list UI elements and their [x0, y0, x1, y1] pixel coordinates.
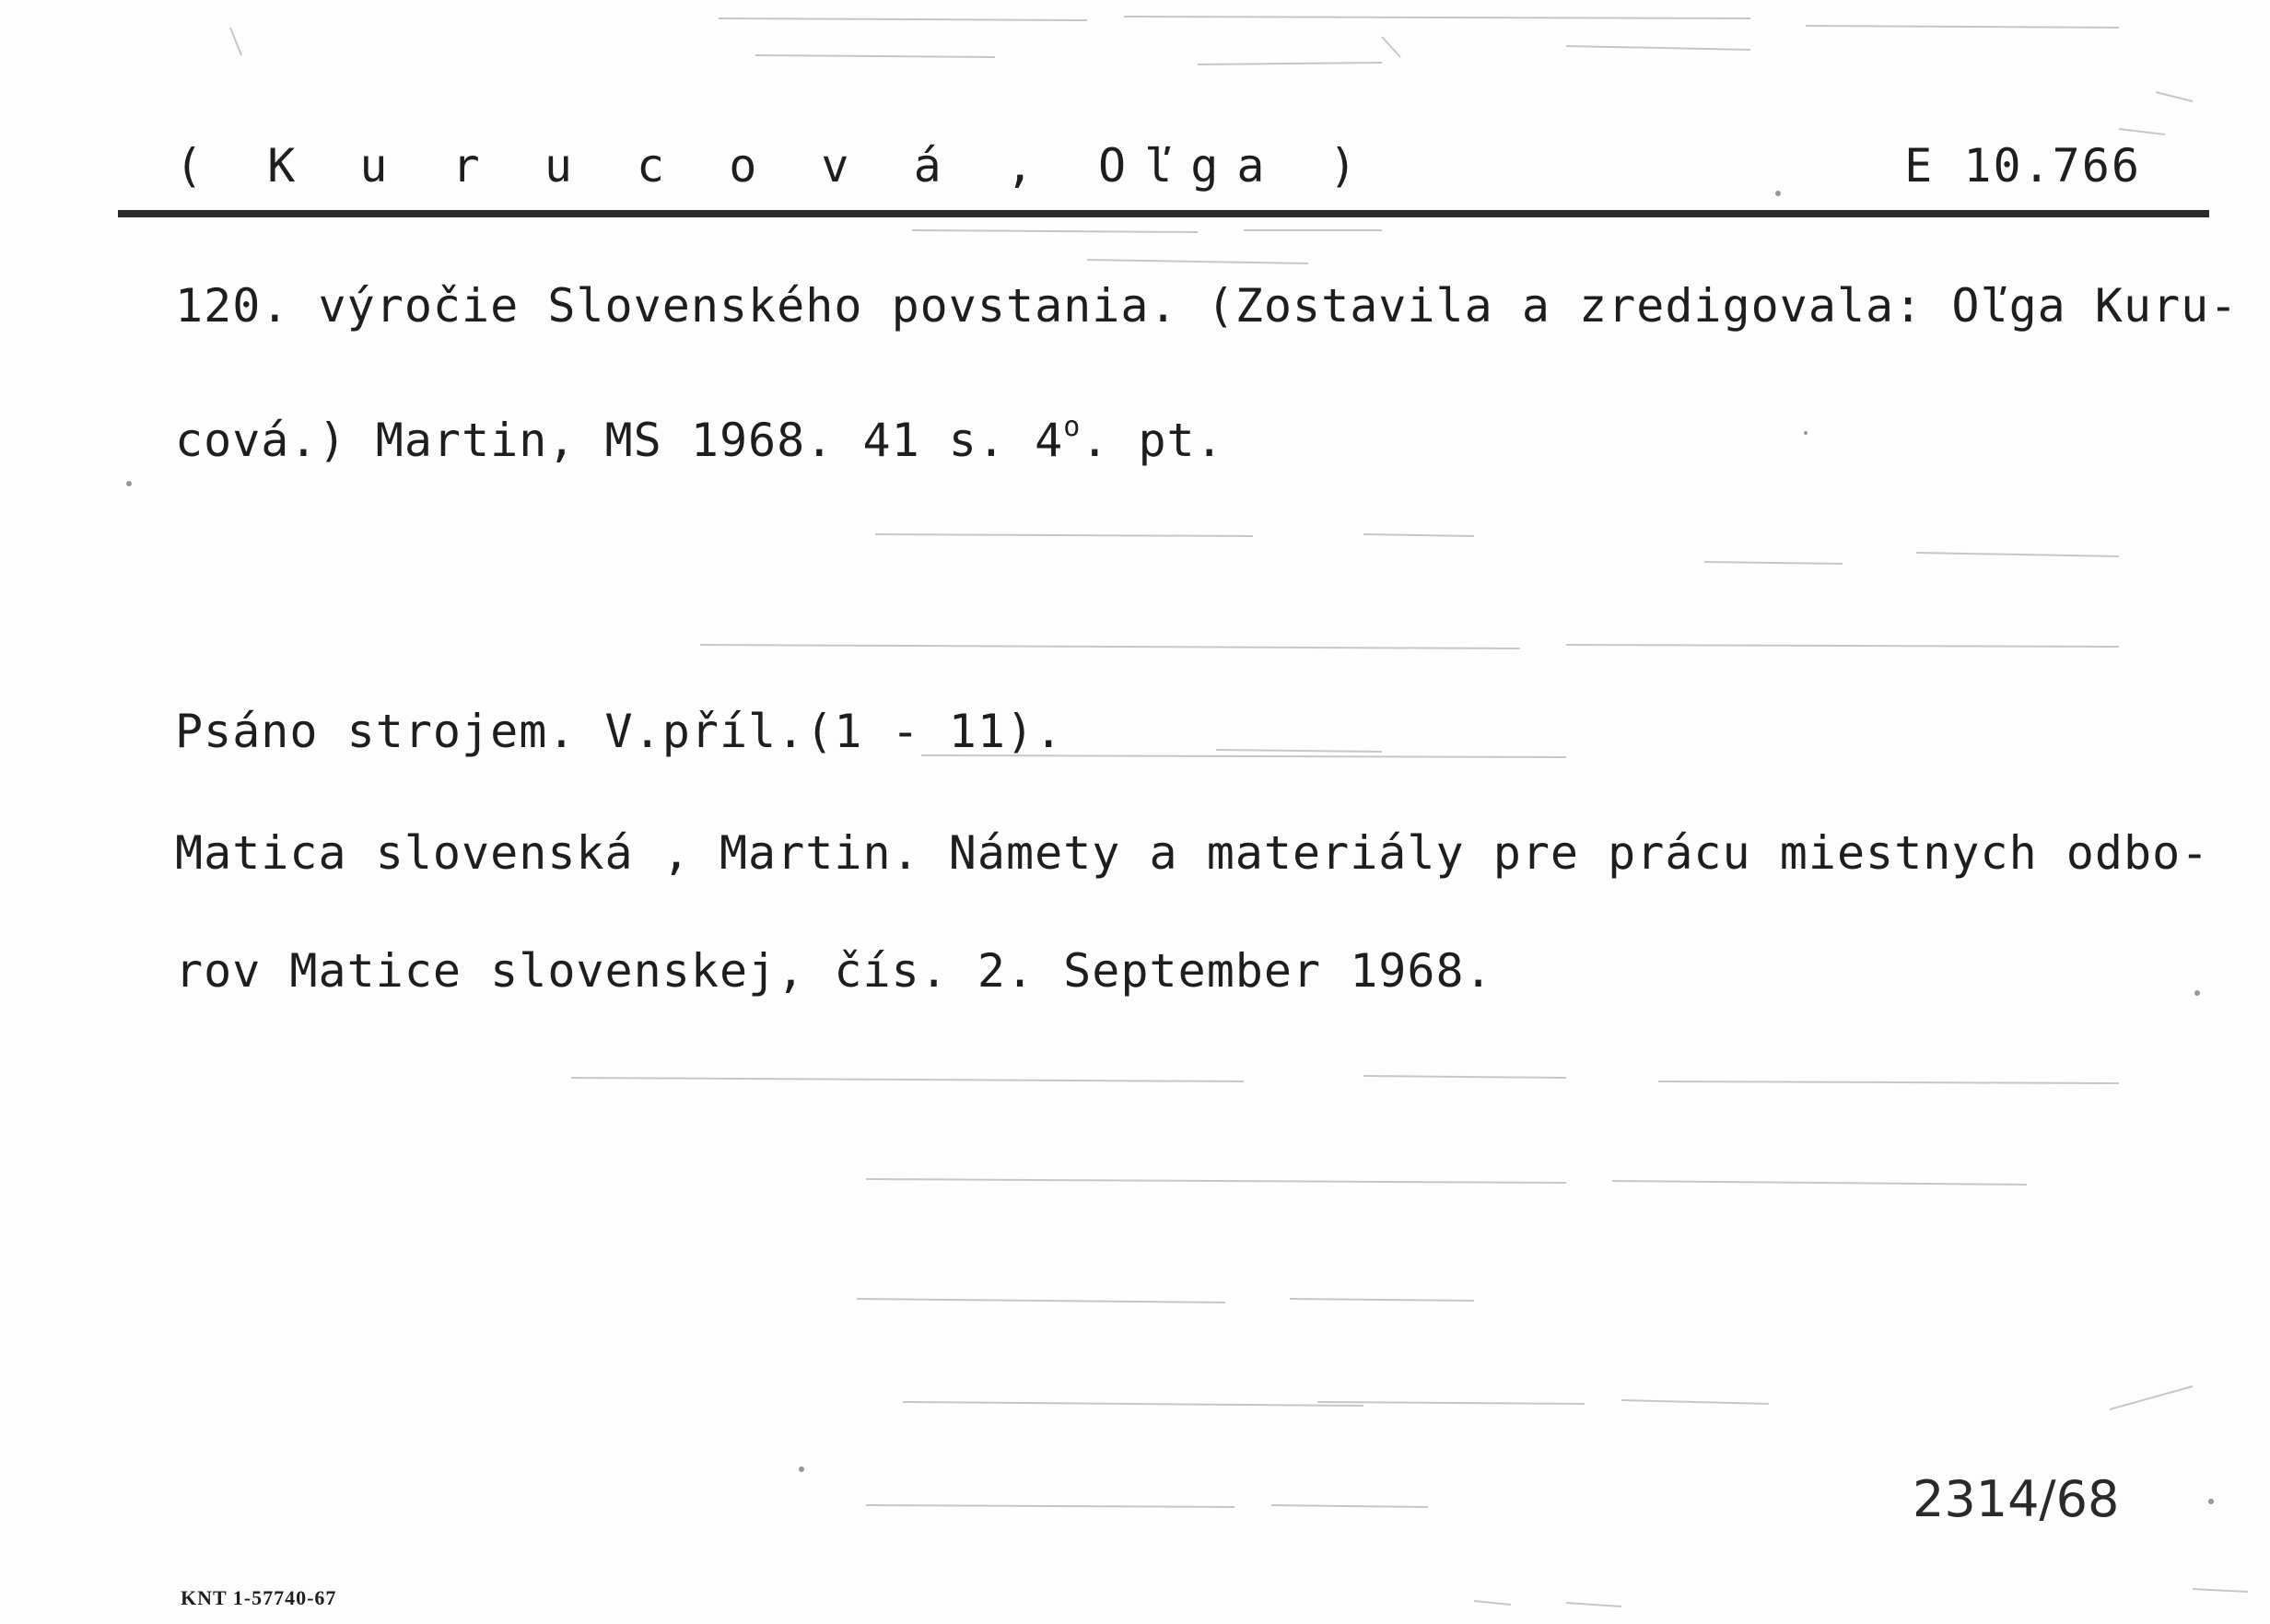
accession-number: 2314/68 [1913, 1470, 2120, 1528]
physical-note: Psáno strojem. V.příl.(1 - 11). [175, 705, 1064, 758]
series-line-2: rov Matice slovenskej, čís. 2. September 1968. [175, 944, 1493, 998]
heading-rule [118, 210, 2209, 217]
title-line-2 [175, 400, 1224, 468]
author-heading: ( K u r u c o v á , Oľga ) [175, 139, 1375, 193]
series-line-1: Matica slovenská , Martin. Námety a materiály pre prácu miestnych odbo- [175, 826, 2210, 880]
form-code: KNT 1-57740-67 [181, 1586, 337, 1609]
title-line-2-main: cová.) Martin, MS 1968. 41 s. 4 [175, 414, 1064, 467]
title-line-2-tail: . pt. [1081, 414, 1224, 467]
title-line-1: 120. výročie Slovenského povstania. (Zostavila a zredigovala: Oľga Kuru- [175, 279, 2239, 333]
format-superscript: o [1063, 411, 1082, 443]
call-number: E 10.766 [1904, 139, 2141, 193]
